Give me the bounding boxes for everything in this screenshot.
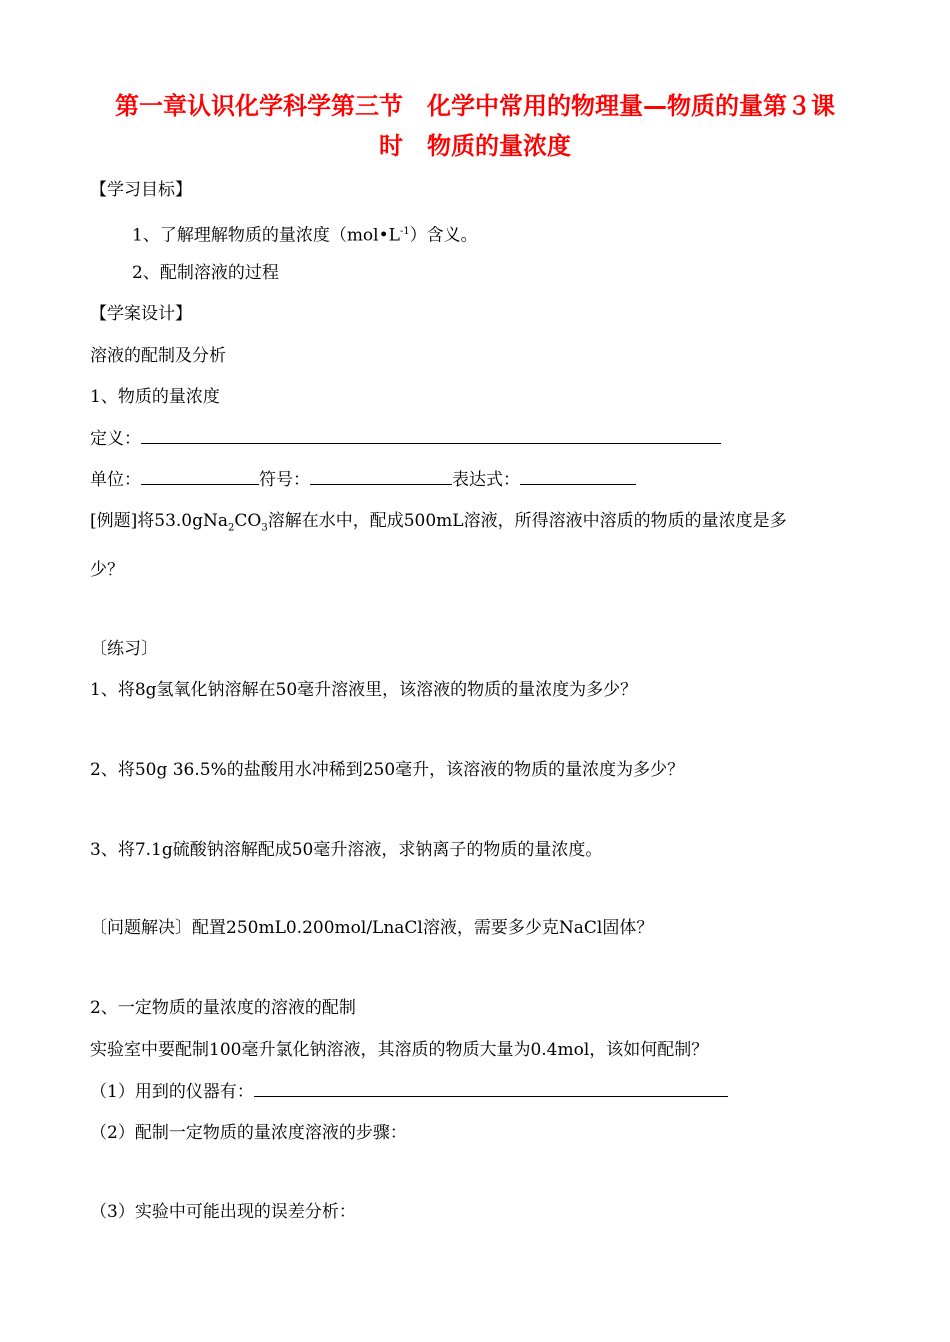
- symbol-label: 符号：: [259, 470, 310, 490]
- expression-blank[interactable]: [520, 466, 636, 485]
- practice-question-2: 2、将50g 36.5%的盐酸用水冲稀到250毫升，该溶液的物质的量浓度为多少？: [90, 760, 685, 780]
- example-text-co: CO: [234, 511, 262, 531]
- example-text-pre: [例题]将53.0gNa: [90, 511, 229, 531]
- objective-item-1: [132, 219, 478, 249]
- preparation-header: 2、一定物质的量浓度的溶液的配制: [90, 998, 356, 1018]
- example-problem: [90, 508, 787, 541]
- definition-row: [90, 425, 721, 452]
- design-header: 【学案设计】: [90, 304, 192, 324]
- title-line-1: 第一章认识化学科学第三节 化学中常用的物理量—物质的量第３课: [115, 92, 835, 120]
- unit-row: [90, 466, 636, 493]
- unit-label: 单位：: [90, 470, 141, 490]
- symbol-blank[interactable]: [310, 466, 452, 485]
- example-sub-3: 3: [261, 522, 268, 534]
- objective-1-text: 1、了解理解物质的量浓度（mol•L: [132, 225, 400, 246]
- example-text-post: 溶解在水中，配成500mL溶液，所得溶液中溶质的物质的量浓度是多: [267, 511, 787, 531]
- definition-blank[interactable]: [141, 425, 721, 444]
- objective-item-2: 2、配制溶液的过程: [132, 263, 279, 283]
- preparation-question-2: （2）配制一定物质的量浓度溶液的步骤：: [90, 1123, 407, 1143]
- preparation-question-1: [90, 1078, 728, 1105]
- title-line-2: 时 物质的量浓度: [379, 132, 571, 160]
- practice-question-1: 1、将8g氢氧化钠溶解在50毫升溶液里，该溶液的物质的量浓度为多少？: [90, 680, 638, 700]
- unit-blank[interactable]: [141, 466, 259, 485]
- page-title: [80, 86, 870, 166]
- objective-1-tail: ）含义。: [409, 225, 478, 246]
- problem-solving: 〔问题解决〕配置250mL0.200mol/LnaCl溶液，需要多少克NaCl固体？: [90, 918, 654, 938]
- definition-label: 定义：: [90, 429, 141, 449]
- instruments-label: （1）用到的仪器有：: [90, 1082, 254, 1102]
- example-line-2: 少？: [90, 560, 124, 580]
- practice-question-3: 3、将7.1g硫酸钠溶解配成50毫升溶液，求钠离子的物质的量浓度。: [90, 840, 603, 860]
- practice-header: 〔练习〕: [90, 639, 158, 659]
- preparation-intro: 实验室中要配制100毫升氯化钠溶液，其溶质的物质大量为0.4mol，该如何配制？: [90, 1040, 709, 1060]
- objective-1-superscript: -1: [399, 226, 410, 237]
- objectives-header: 【学习目标】: [90, 180, 192, 200]
- preparation-question-3: （3）实验中可能出现的误差分析：: [90, 1202, 356, 1222]
- section-title: 溶液的配制及分析: [90, 346, 226, 366]
- instruments-blank[interactable]: [254, 1078, 728, 1097]
- example-sub-2: 2: [228, 522, 235, 534]
- expression-label: 表达式：: [452, 470, 520, 490]
- subsection-1-title: 1、物质的量浓度: [90, 387, 220, 407]
